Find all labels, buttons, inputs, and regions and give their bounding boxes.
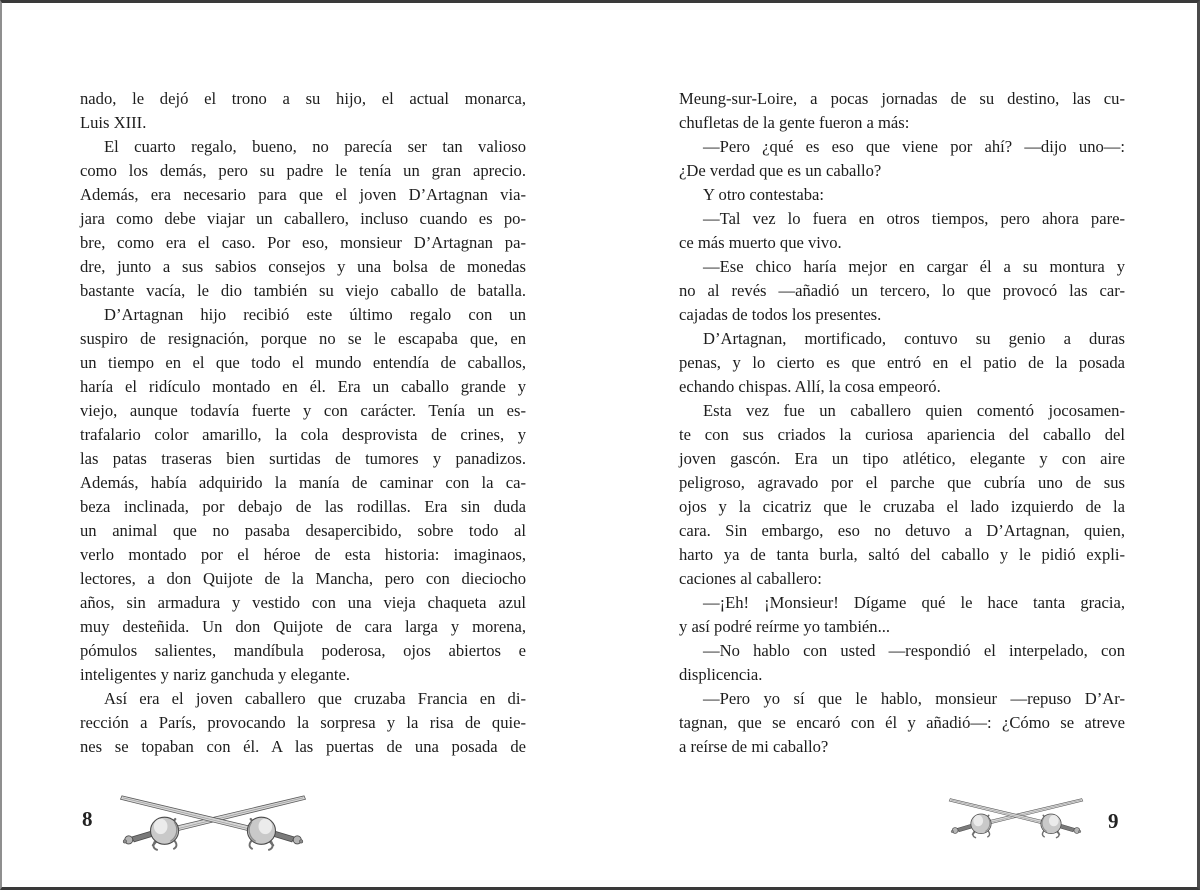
right-page-text <box>679 87 1125 759</box>
text-line: viejo, aunque todavía fuerte y con carácter. Tenía un es- <box>80 401 526 420</box>
text-line: ojos y la cicatriz que le cruzaba el lado izquierdo de la <box>679 497 1125 516</box>
text-line: y así podré reírme yo también... <box>679 617 891 636</box>
text-line: harto ya de tanta burla, saltó del caballo y le pidió expli- <box>679 545 1125 564</box>
text-line: D’Artagnan hijo recibió este último regalo con un <box>104 305 526 324</box>
text-line: las patas traseras bien surtidas de tumores y panadizos. <box>80 449 526 468</box>
text-line: D’Artagnan, mortificado, contuvo su genio a duras <box>703 329 1125 348</box>
text-line: nes se topaban con él. A las puertas de una posada de <box>80 737 526 756</box>
text-line: —Pero ¿qué es eso que viene por ahí? —dijo uno—: <box>703 137 1125 156</box>
text-line: años, sin armadura y vestido con una vieja chaqueta azul <box>80 593 526 612</box>
text-line: Esta vez fue un caballero quien comentó jocosamen- <box>703 401 1125 420</box>
crossed-swords-icon <box>946 795 1086 840</box>
text-line: peligroso, agravado por el parche que cubría uno de sus <box>679 473 1125 492</box>
text-line: cajadas de todos los presentes. <box>679 305 882 324</box>
text-line: te con sus criados la curiosa apariencia del caballo del <box>679 425 1125 444</box>
text-line: jara como debe viajar un caballero, incluso cuando es po- <box>80 209 526 228</box>
text-line: echando chispas. Allí, la cosa empeoró. <box>679 377 941 396</box>
text-line: muy desteñida. Un don Quijote de cara larga y morena, <box>80 617 526 636</box>
text-line: a reírse de mi caballo? <box>679 737 829 756</box>
text-line: rección a París, provocando la sorpresa y la risa de quie- <box>80 713 526 732</box>
text-line: Luis XIII. <box>80 113 147 132</box>
text-line: beza inclinada, por debajo de las rodillas. Era sin duda <box>80 497 526 516</box>
text-line: haría el ridículo montado en él. Era un caballo grande y <box>80 377 526 396</box>
crossed-swords-icon <box>116 791 310 853</box>
text-line: no al revés —añadió un tercero, lo que provocó las car- <box>679 281 1125 300</box>
text-line: displicencia. <box>679 665 763 684</box>
left-page-text <box>80 87 526 759</box>
text-line: un animal que no pasaba desapercibido, sobre todo al <box>80 521 526 540</box>
text-line: ce más muerto que vivo. <box>679 233 842 252</box>
text-line: nado, le dejó el trono a su hijo, el actual monarca, <box>80 89 526 108</box>
text-line: Así era el joven caballero que cruzaba Francia en di- <box>104 689 526 708</box>
text-line: cara. Sin embargo, eso no detuvo a D’Artagnan, quien, <box>679 521 1125 540</box>
page-number-right: 9 <box>1108 809 1119 833</box>
text-line: verlo montado por el héroe de esta historia: imaginaos, <box>80 545 526 564</box>
text-line: bre, como era el caso. Por eso, monsieur D’Artagnan pa- <box>80 233 526 252</box>
text-line: caciones al caballero: <box>679 569 822 588</box>
text-line: penas, y lo cierto es que entró en el patio de la posada <box>679 353 1125 372</box>
text-line: un tiempo en el que todo el mundo entendía de caballos, <box>80 353 526 372</box>
text-line: joven gascón. Era un tipo atlético, elegante y con aire <box>679 449 1125 468</box>
text-line: bastante vacía, le dio también su viejo caballo de batalla. <box>80 281 526 300</box>
text-line: —Tal vez lo fuera en otros tiempos, pero ahora pare- <box>703 209 1125 228</box>
text-line: chufletas de la gente fueron a más: <box>679 113 910 132</box>
text-line: —Pero yo sí que le hablo, monsieur —repuso D’Ar- <box>703 689 1125 708</box>
text-line: Además, era necesario para que el joven D’Artagnan via- <box>80 185 526 204</box>
text-line: Además, había adquirido la manía de caminar con la ca- <box>80 473 526 492</box>
text-line: —Ese chico haría mejor en cargar él a su montura y <box>703 257 1125 276</box>
text-line: lectores, a don Quijote de la Mancha, pero con dieciocho <box>80 569 526 588</box>
text-line: trafalario color amarillo, la cola desprovista de crines, y <box>80 425 526 444</box>
text-line: —¡Eh! ¡Monsieur! Dígame qué le hace tanta gracia, <box>703 593 1125 612</box>
page-number-left: 8 <box>82 807 93 831</box>
text-line: —No hablo con usted —respondió el interpelado, con <box>703 641 1125 660</box>
text-line: Y otro contestaba: <box>703 185 825 204</box>
text-line: como los demás, pero su padre le tenía un gran aprecio. <box>80 161 526 180</box>
text-line: inteligentes y nariz ganchuda y elegante. <box>80 665 350 684</box>
text-line: ¿De verdad que es un caballo? <box>679 161 882 180</box>
text-line: El cuarto regalo, bueno, no parecía ser tan valioso <box>104 137 526 156</box>
text-line: suspiro de resignación, porque no se le escapaba que, en <box>80 329 526 348</box>
text-line: pómulos salientes, mandíbula poderosa, ojos abiertos e <box>80 641 526 660</box>
text-line: dre, junto a sus sabios consejos y una bolsa de monedas <box>80 257 526 276</box>
text-line: tagnan, que se encaró con él y añadió—: ¿Cómo se atreve <box>679 713 1125 732</box>
text-line: Meung-sur-Loire, a pocas jornadas de su destino, las cu- <box>679 89 1125 108</box>
